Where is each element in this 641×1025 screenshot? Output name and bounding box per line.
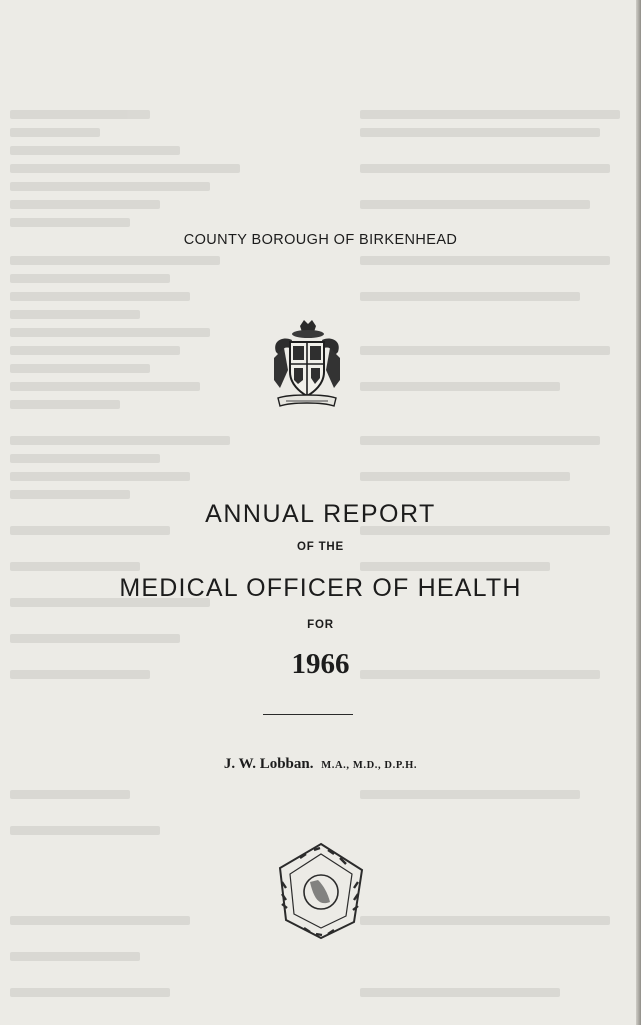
author-qualifications: M.A., M.D., D.P.H. <box>321 760 418 771</box>
author-line <box>0 756 641 773</box>
divider-rule <box>263 714 353 715</box>
authority-heading: COUNTY BOROUGH OF BIRKENHEAD <box>183 232 458 248</box>
report-title-connector: OF THE <box>297 541 344 553</box>
library-stamp-icon <box>270 838 372 944</box>
coat-of-arms-icon <box>270 318 344 410</box>
report-subject: MEDICAL OFFICER OF HEALTH <box>119 574 522 602</box>
report-year: 1966 <box>291 648 350 680</box>
report-for-label: FOR <box>307 619 334 631</box>
report-title: ANNUAL REPORT <box>205 500 436 528</box>
author-name: J. W. Lobban. <box>223 756 314 772</box>
